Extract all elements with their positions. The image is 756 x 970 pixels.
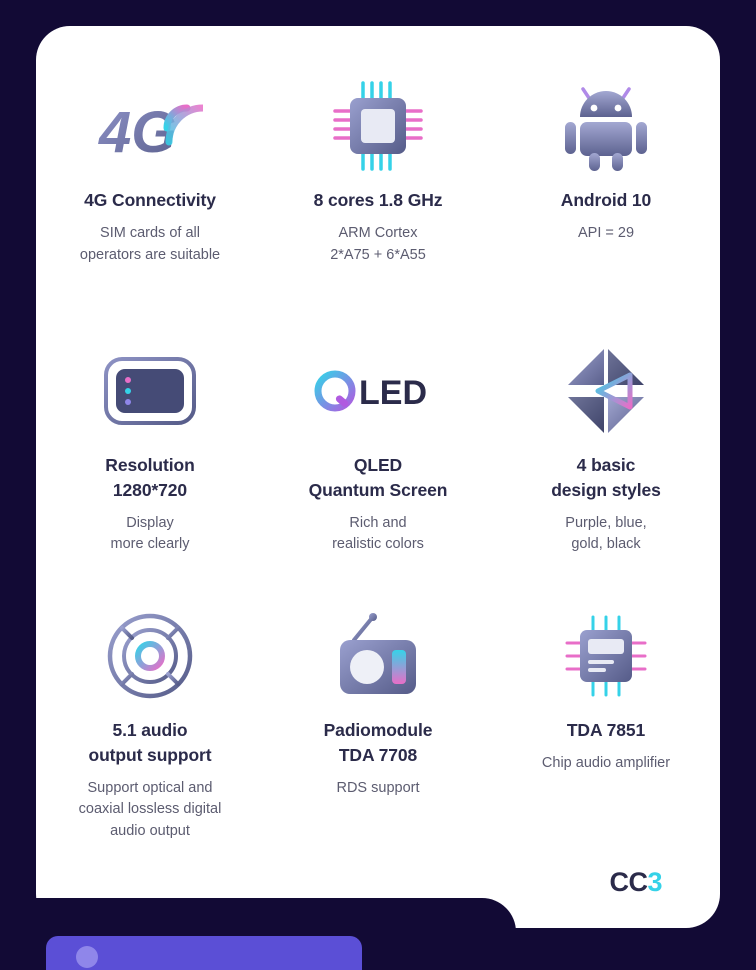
brand-name: CC <box>609 867 648 897</box>
feature-title: QLED Quantum Screen <box>308 455 448 500</box>
feature-desc: RDS support <box>336 779 420 796</box>
svg-text:LED: LED <box>359 374 427 412</box>
feature-item <box>492 74 720 339</box>
feature-desc: ARM Cortex 2*A75 + 6*A55 <box>330 224 426 263</box>
feature-grid <box>36 74 720 869</box>
feature-title: Padiomodule TDA 7708 <box>323 720 433 765</box>
feature-item <box>36 604 264 869</box>
feature-title: 4 basic design styles <box>551 455 661 500</box>
feature-desc: SIM cards of all operators are suitable <box>79 224 221 263</box>
qled-logo-icon <box>313 339 443 443</box>
feature-desc: Rich and realistic colors <box>332 514 424 553</box>
feature-title: 8 cores 1.8 GHz <box>313 190 443 210</box>
feature-desc: Purple, blue, gold, black <box>565 514 647 553</box>
speaker-audio-icon <box>106 604 194 708</box>
avatar-icon <box>76 946 98 968</box>
feature-desc: Chip audio amplifier <box>541 754 671 771</box>
android-robot-icon <box>560 74 652 178</box>
bottom-panel <box>46 936 362 970</box>
radio-module-icon <box>332 604 424 708</box>
svg-text:4G: 4G <box>99 100 177 165</box>
design-styles-icon <box>560 339 652 443</box>
feature-item <box>264 339 492 604</box>
feature-card <box>36 26 720 928</box>
screen-resolution-icon <box>104 339 196 443</box>
feature-title: TDA 7851 <box>566 720 646 740</box>
feature-desc: API = 29 <box>577 224 635 241</box>
feature-title: 5.1 audio output support <box>88 720 212 765</box>
feature-item <box>264 74 492 339</box>
brand-version: 3 <box>647 867 662 897</box>
feature-item <box>36 339 264 604</box>
brand-logo <box>609 867 662 898</box>
feature-title: Android 10 <box>560 190 652 210</box>
feature-desc: Display more clearly <box>110 514 190 553</box>
feature-item <box>492 339 720 604</box>
feature-item <box>492 604 720 869</box>
feature-title: 4G Connectivity <box>84 190 216 210</box>
feature-item <box>264 604 492 869</box>
card-notch <box>36 898 516 932</box>
amplifier-chip-icon <box>563 604 649 708</box>
cpu-chip-icon <box>331 74 425 178</box>
feature-title: Resolution 1280*720 <box>105 455 195 500</box>
feature-desc: Support optical and coaxial lossless digital audio output <box>78 779 222 840</box>
feature-item <box>36 74 264 339</box>
4g-signal-icon <box>97 74 203 178</box>
